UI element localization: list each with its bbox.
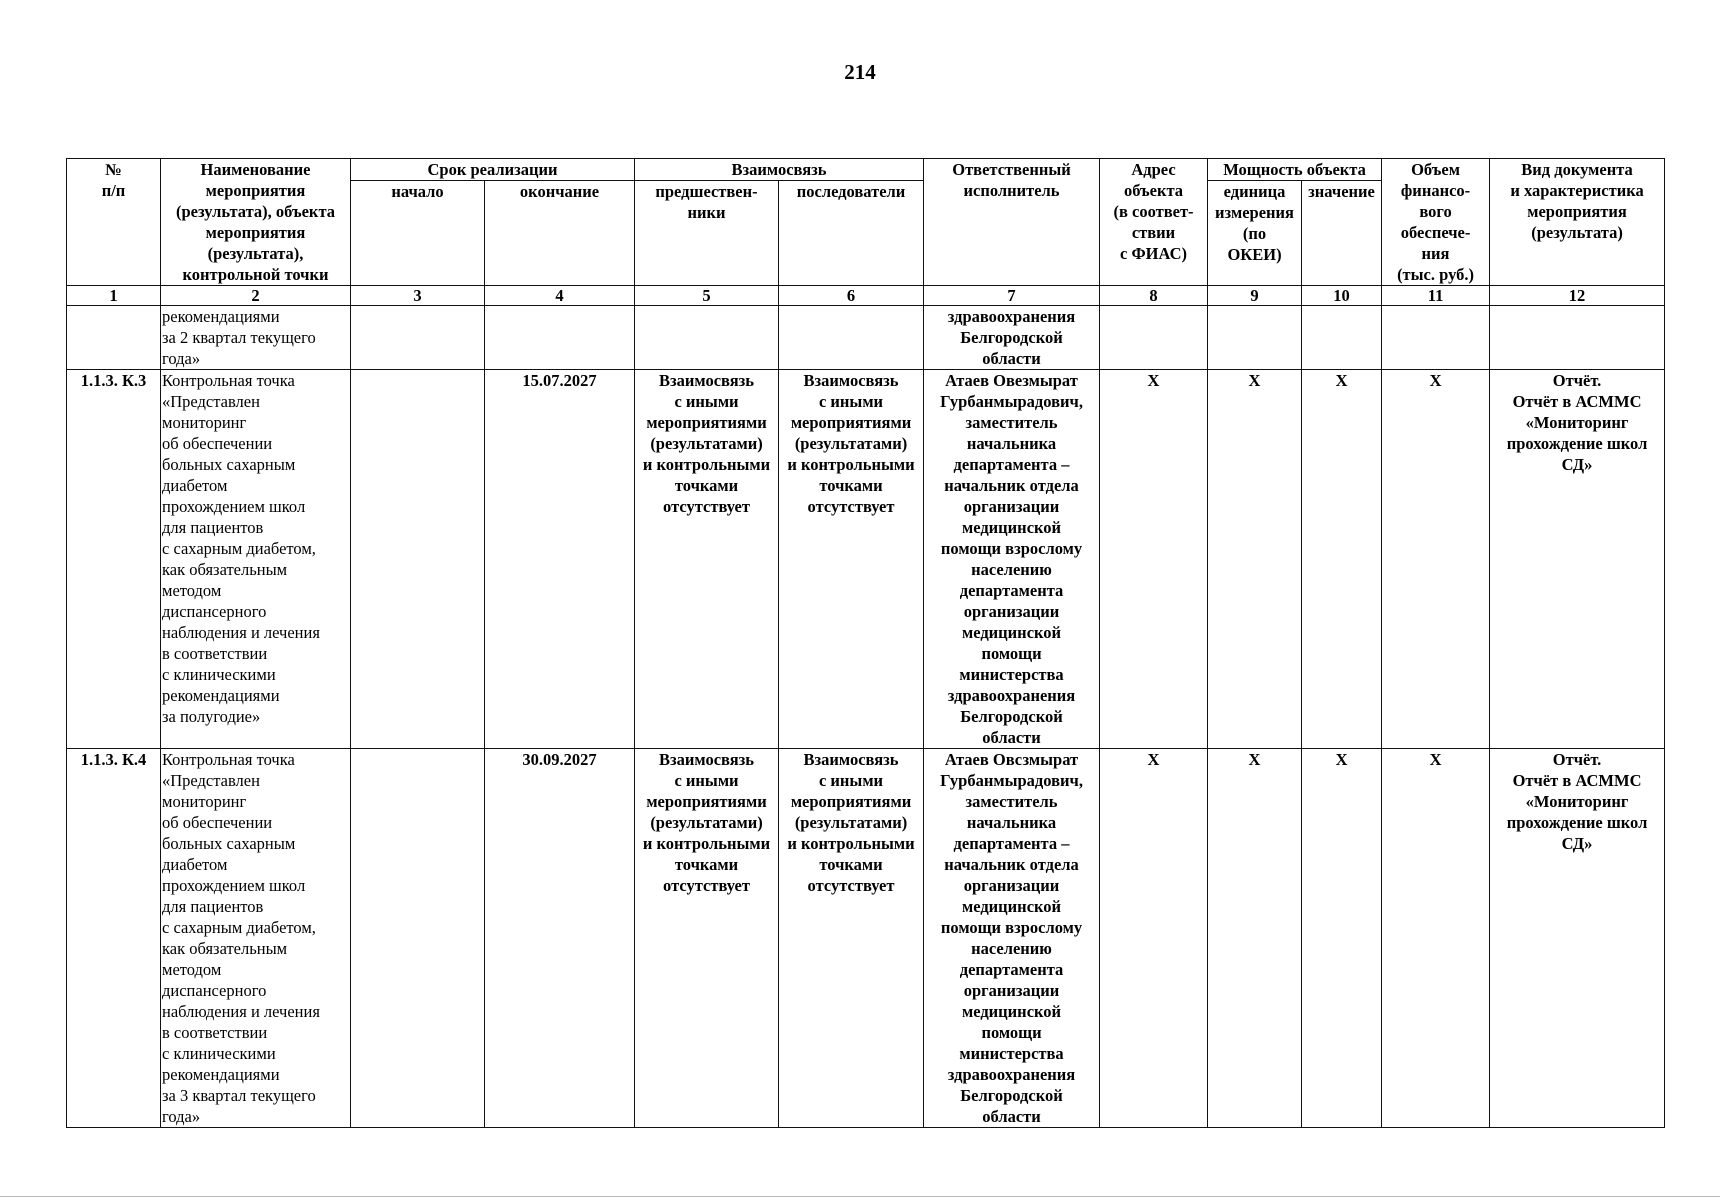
cell-line: департамента: [959, 960, 1064, 979]
cell-line: начальник отдела: [944, 476, 1079, 495]
header-document: [1490, 159, 1665, 286]
cell-empty: [1208, 306, 1302, 370]
cell-line: исполнитель: [963, 181, 1060, 200]
cell-line: департамента –: [953, 834, 1070, 853]
cell-line: населению: [971, 939, 1052, 958]
cell-line: департамента –: [953, 455, 1070, 474]
cell-line: Гурбанмырадович,: [940, 392, 1083, 411]
cell-address: Х: [1100, 749, 1208, 1128]
cell-line: прохождение школ: [1506, 813, 1648, 832]
cell-value: Х: [1302, 749, 1382, 1128]
cell-line: Отчёт.: [1552, 371, 1602, 390]
cell-line: медицинской: [961, 897, 1062, 916]
cell-line: измерения: [1215, 203, 1294, 223]
cell-line: диабетом: [162, 476, 228, 495]
cell-successors: [779, 749, 924, 1128]
header-period-end: окончание: [485, 181, 635, 286]
cell-line: для пациентов: [162, 518, 264, 537]
cell-line: (по: [1242, 224, 1267, 244]
cell-line: точками: [674, 855, 739, 874]
column-number: 2: [161, 286, 351, 306]
cell-finance: Х: [1382, 370, 1490, 749]
cell-line: как обязательным: [162, 939, 288, 958]
cell-finance: Х: [1382, 749, 1490, 1128]
cell-line: больных сахарным: [162, 455, 296, 474]
cell-line: точками: [819, 476, 883, 495]
cell-line: рекомендациями: [162, 1065, 280, 1084]
header-num: [67, 159, 161, 286]
cell-line: Взаимосвязь: [803, 371, 899, 390]
cell-line: медицинской: [961, 623, 1062, 642]
plan-table: [66, 158, 1665, 1128]
cell-line: наблюдения и лечения: [162, 623, 320, 642]
cell-empty: [1490, 306, 1665, 370]
cell-name: [161, 749, 351, 1128]
cell-line: департамента: [959, 581, 1064, 600]
cell-line: и контрольными: [642, 455, 771, 474]
column-number: 7: [924, 286, 1100, 306]
cell-line: Атаев Овезмырат: [945, 371, 1078, 390]
cell-line: за 2 квартал текущего: [162, 328, 316, 347]
cell-line: с иными: [818, 771, 884, 790]
cell-line: Взаимосвязь: [803, 750, 899, 769]
cell-line: рекомендациями: [162, 686, 280, 705]
cell-line: методом: [162, 960, 222, 979]
cell-line: организации: [963, 602, 1060, 621]
table-row: [67, 370, 1665, 749]
cell-line: помощи взрослому: [940, 539, 1083, 558]
cell-line: здравоохранения: [947, 1065, 1076, 1084]
cell-line: (результатами): [794, 813, 908, 832]
cell-line: помощи: [981, 1023, 1042, 1042]
cell-value: Х: [1302, 370, 1382, 749]
cell-line: (в соответ-: [1113, 202, 1194, 221]
column-number: 3: [351, 286, 485, 306]
cell-line: за 3 квартал текущего: [162, 1086, 316, 1105]
cell-line: заместитель: [965, 792, 1058, 811]
cell-line: отсутствует: [663, 497, 750, 516]
header-value: значение: [1302, 181, 1382, 286]
cell-line: с ФИАС): [1120, 244, 1187, 263]
cell-empty: [1100, 306, 1208, 370]
cell-line: области: [982, 1107, 1041, 1126]
cell-line: (тыс. руб.): [1397, 265, 1474, 284]
cell-line: «Мониторинг: [1525, 413, 1629, 432]
page-number: 214: [844, 60, 876, 84]
cell-line: организации: [963, 876, 1060, 895]
cell-line: Контрольная точка: [162, 750, 295, 769]
cell-line: мероприятиями: [790, 792, 912, 811]
cell-successors: [779, 370, 924, 749]
cell-responsible: [924, 370, 1100, 749]
cell-line: Атаев Овсзмырат: [944, 750, 1079, 769]
cell-line: с иными: [818, 392, 884, 411]
cell-line: больных сахарным: [162, 834, 296, 853]
cell-line: с клиническими: [162, 1044, 276, 1063]
cell-line: диспансерного: [162, 602, 267, 621]
cell-line: мероприятия: [1527, 202, 1627, 221]
cell-line: контрольной точки: [182, 265, 329, 284]
cell-unit: Х: [1208, 370, 1302, 749]
cell-line: в соответствии: [162, 644, 268, 663]
cell-line: Отчёт.: [1552, 750, 1602, 769]
cell-line: Белгородской: [960, 328, 1063, 347]
cell-line: Белгородской: [960, 1086, 1063, 1105]
cell-line: финансо-: [1400, 181, 1471, 200]
cell-line: Ответственный: [952, 160, 1071, 179]
cell-line: Гурбанмырадович,: [940, 771, 1083, 790]
cell-line: (результатами): [650, 813, 763, 832]
cell-line: Контрольная точка: [162, 371, 295, 390]
cell-line: единица: [1223, 182, 1286, 202]
cell-line: Объем: [1411, 160, 1460, 179]
column-number: 10: [1302, 286, 1382, 306]
cell-line: мероприятия: [205, 223, 306, 242]
cell-line: с сахарным диабетом,: [162, 539, 316, 558]
cell-unit: Х: [1208, 749, 1302, 1128]
cell-line: Взаимосвязь: [659, 371, 754, 390]
cell-line: об обеспечении: [162, 813, 273, 832]
cell-line: за полугодие»: [162, 707, 261, 726]
cell-line: мониторинг: [162, 413, 247, 432]
cell-empty: [1382, 306, 1490, 370]
cell-line: мероприятия: [205, 181, 306, 200]
cell-line: и контрольными: [787, 455, 915, 474]
cell-line: и контрольными: [642, 834, 771, 853]
cell-line: для пациентов: [162, 897, 264, 916]
header-successors: последователи: [779, 181, 924, 286]
cell-line: здравоохранения: [947, 307, 1076, 326]
column-number: 9: [1208, 286, 1302, 306]
column-number-row: [67, 286, 1665, 306]
cell-line: с иными: [674, 392, 739, 411]
cell-line: с иными: [674, 771, 739, 790]
header-period: Срок реализации: [351, 159, 635, 181]
cell-line: мероприятиями: [790, 413, 912, 432]
cell-line: министерства: [959, 665, 1064, 684]
continuation-row: [67, 306, 1665, 370]
cell-line: медицинской: [961, 518, 1062, 537]
header-relation: Взаимосвязь: [635, 159, 924, 181]
cell-line: прохождением школ: [162, 876, 306, 895]
cell-end: 15.07.2027: [485, 370, 635, 749]
header-responsible: [924, 159, 1100, 286]
column-number: 5: [635, 286, 779, 306]
cell-line: СД»: [1561, 834, 1593, 853]
cell-line: рекомендациями: [162, 307, 280, 326]
cell-line: ОКЕИ): [1227, 245, 1282, 265]
cell-line: методом: [162, 581, 222, 600]
cell-address: Х: [1100, 370, 1208, 749]
cell-line: точками: [674, 476, 739, 495]
cell-predecessors: [635, 370, 779, 749]
cell-line: медицинской: [961, 1002, 1062, 1021]
cell-line: года»: [162, 1107, 201, 1126]
cell-line: начальник отдела: [944, 855, 1079, 874]
cell-line: точками: [819, 855, 883, 874]
cell-line: Наименование: [200, 160, 311, 179]
cell-predecessors: [635, 749, 779, 1128]
cell-line: отсутствует: [663, 876, 750, 895]
cell-line: области: [982, 349, 1041, 368]
cell-line: и характеристика: [1510, 181, 1644, 200]
column-number: 1: [67, 286, 161, 306]
cell-line: объекта: [1123, 181, 1184, 200]
cell-line: №: [105, 160, 122, 179]
cell-document: [1490, 370, 1665, 749]
cell-start: [351, 749, 485, 1128]
cell-line: организации: [963, 497, 1060, 516]
cell-line: области: [982, 728, 1041, 747]
cell-line: Адрес: [1131, 160, 1176, 179]
cell-line: и контрольными: [787, 834, 915, 853]
cell-line: мероприятиями: [646, 792, 767, 811]
cell-line: мероприятиями: [646, 413, 767, 432]
cell-line: (результатами): [794, 434, 908, 453]
cell-line: Белгородской: [960, 707, 1063, 726]
cell-line: года»: [162, 349, 201, 368]
cell-line: отсутствует: [807, 497, 895, 516]
cell-line: «Мониторинг: [1525, 792, 1629, 811]
column-number: 12: [1490, 286, 1665, 306]
cell-line: начальника: [966, 813, 1057, 832]
cell-name: [161, 370, 351, 749]
cell-line: Взаимосвязь: [659, 750, 754, 769]
scan-edge-line: [0, 1196, 1720, 1197]
cell-line: министерства: [959, 1044, 1064, 1063]
cell-line: помощи: [981, 644, 1042, 663]
cell-document: [1490, 749, 1665, 1128]
cell-line: Вид документа: [1521, 160, 1633, 179]
cell-line: здравоохранения: [947, 686, 1076, 705]
cell-line: ники: [687, 203, 726, 223]
cell-line: (результата): [1531, 223, 1623, 242]
cell-end: 30.09.2027: [485, 749, 635, 1128]
cell-line: «Представлен: [162, 392, 260, 411]
cell-line: мониторинг: [162, 792, 247, 811]
cell-line: ния: [1421, 244, 1450, 263]
cell-name: [161, 306, 351, 370]
cell-empty: [67, 306, 161, 370]
cell-line: помощи взрослому: [940, 918, 1083, 937]
header-finance: [1382, 159, 1490, 286]
column-number: 8: [1100, 286, 1208, 306]
table-row: [67, 749, 1665, 1128]
cell-line: в соответствии: [162, 1023, 268, 1042]
column-number: 11: [1382, 286, 1490, 306]
cell-line: прохождением школ: [162, 497, 306, 516]
cell-line: с сахарным диабетом,: [162, 918, 316, 937]
cell-empty: [351, 306, 485, 370]
cell-line: (результата),: [207, 244, 304, 263]
cell-line: (результата), объекта: [176, 202, 335, 221]
header-period-start: начало: [351, 181, 485, 286]
cell-line: «Представлен: [162, 771, 260, 790]
cell-id: 1.1.3. К.4: [67, 749, 161, 1128]
cell-line: наблюдения и лечения: [162, 1002, 320, 1021]
header-predecessors: [635, 181, 779, 286]
cell-line: об обеспечении: [162, 434, 273, 453]
cell-line: предшествен-: [655, 182, 758, 202]
cell-line: диспансерного: [162, 981, 267, 1000]
cell-empty: [779, 306, 924, 370]
cell-line: обеспече-: [1400, 223, 1471, 242]
cell-responsible: [924, 749, 1100, 1128]
cell-line: прохождение школ: [1506, 434, 1648, 453]
cell-empty: [635, 306, 779, 370]
cell-line: п/п: [101, 181, 126, 200]
cell-line: организации: [963, 981, 1060, 1000]
cell-line: СД»: [1561, 455, 1593, 474]
column-number: 4: [485, 286, 635, 306]
cell-line: заместитель: [965, 413, 1058, 432]
cell-line: Отчёт в АСММС: [1512, 392, 1642, 411]
cell-line: начальника: [966, 434, 1057, 453]
header-address: [1100, 159, 1208, 286]
table-header-row: [67, 159, 1665, 181]
cell-line: ствии: [1131, 223, 1176, 242]
cell-line: как обязательным: [162, 560, 288, 579]
cell-line: с клиническими: [162, 665, 276, 684]
cell-empty: [1302, 306, 1382, 370]
header-unit: [1208, 181, 1302, 286]
header-capacity: Мощность объекта: [1208, 159, 1382, 181]
header-name: [161, 159, 351, 286]
cell-line: Отчёт в АСММС: [1512, 771, 1642, 790]
cell-start: [351, 370, 485, 749]
cell-line: вого: [1419, 202, 1452, 221]
cell-id: 1.1.3. К.3: [67, 370, 161, 749]
cell-responsible: [924, 306, 1100, 370]
cell-line: (результатами): [650, 434, 763, 453]
cell-line: отсутствует: [807, 876, 895, 895]
column-number: 6: [779, 286, 924, 306]
cell-line: диабетом: [162, 855, 228, 874]
cell-line: населению: [971, 560, 1052, 579]
cell-empty: [485, 306, 635, 370]
